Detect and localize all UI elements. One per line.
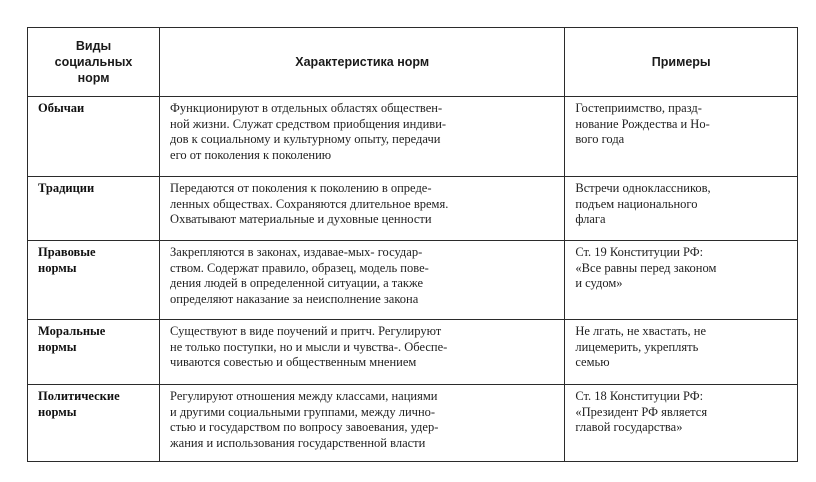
examples-cell: Не лгать, не хвастать, не лицемерить, укреплять семью bbox=[565, 320, 798, 385]
norm-name-cell: Политические нормы bbox=[28, 385, 160, 462]
social-norms-table bbox=[27, 27, 798, 462]
norm-name-cell: Моральные нормы bbox=[28, 320, 160, 385]
table-row bbox=[28, 97, 798, 177]
table-row bbox=[28, 177, 798, 241]
characteristic-cell: Передаются от поколения к поколению в опреде- ленных обществах. Сохраняются длительное время. Охватывают материальные и духовные ценности bbox=[160, 177, 565, 241]
characteristic-cell: Функционируют в отдельных областях обществен- ной жизни. Служат средством приобщения индиви- дов к социальному и культурному опыту, передачи его от поколения к поколению bbox=[160, 97, 565, 177]
norm-name-cell: Обычаи bbox=[28, 97, 160, 177]
examples-cell: Ст. 19 Конституции РФ: «Все равны перед законом и судом» bbox=[565, 241, 798, 320]
header-examples: Примеры bbox=[565, 28, 798, 97]
examples-cell: Встречи одноклассников, подъем национального флага bbox=[565, 177, 798, 241]
header-characteristic: Характеристика норм bbox=[160, 28, 565, 97]
characteristic-cell: Регулируют отношения между классами, нациями и другими социальными группами, между лично- стью и государством по вопросу завоевания, удер- жания и использования государственной власти bbox=[160, 385, 565, 462]
header-row bbox=[28, 28, 798, 97]
characteristic-cell: Закрепляются в законах, издавае-мых- государ- ством. Содержат правило, образец, модель пове- дения людей в определенной ситуации, а также определяют наказание за неисполнение закона bbox=[160, 241, 565, 320]
norm-name-cell: Правовые нормы bbox=[28, 241, 160, 320]
examples-cell: Ст. 18 Конституции РФ: «Президент РФ является главой государства» bbox=[565, 385, 798, 462]
header-types-of-norms: Виды социальных норм bbox=[28, 28, 160, 97]
examples-cell: Гостеприимство, празд- нование Рождества и Но- вого года bbox=[565, 97, 798, 177]
table-row bbox=[28, 241, 798, 320]
table-row bbox=[28, 320, 798, 385]
table-row bbox=[28, 385, 798, 462]
norm-name-cell: Традиции bbox=[28, 177, 160, 241]
characteristic-cell: Существуют в виде поучений и притч. Регулируют не только поступки, но и мысли и чувства-. Обеспе- чиваются совестью и общественным мнением bbox=[160, 320, 565, 385]
